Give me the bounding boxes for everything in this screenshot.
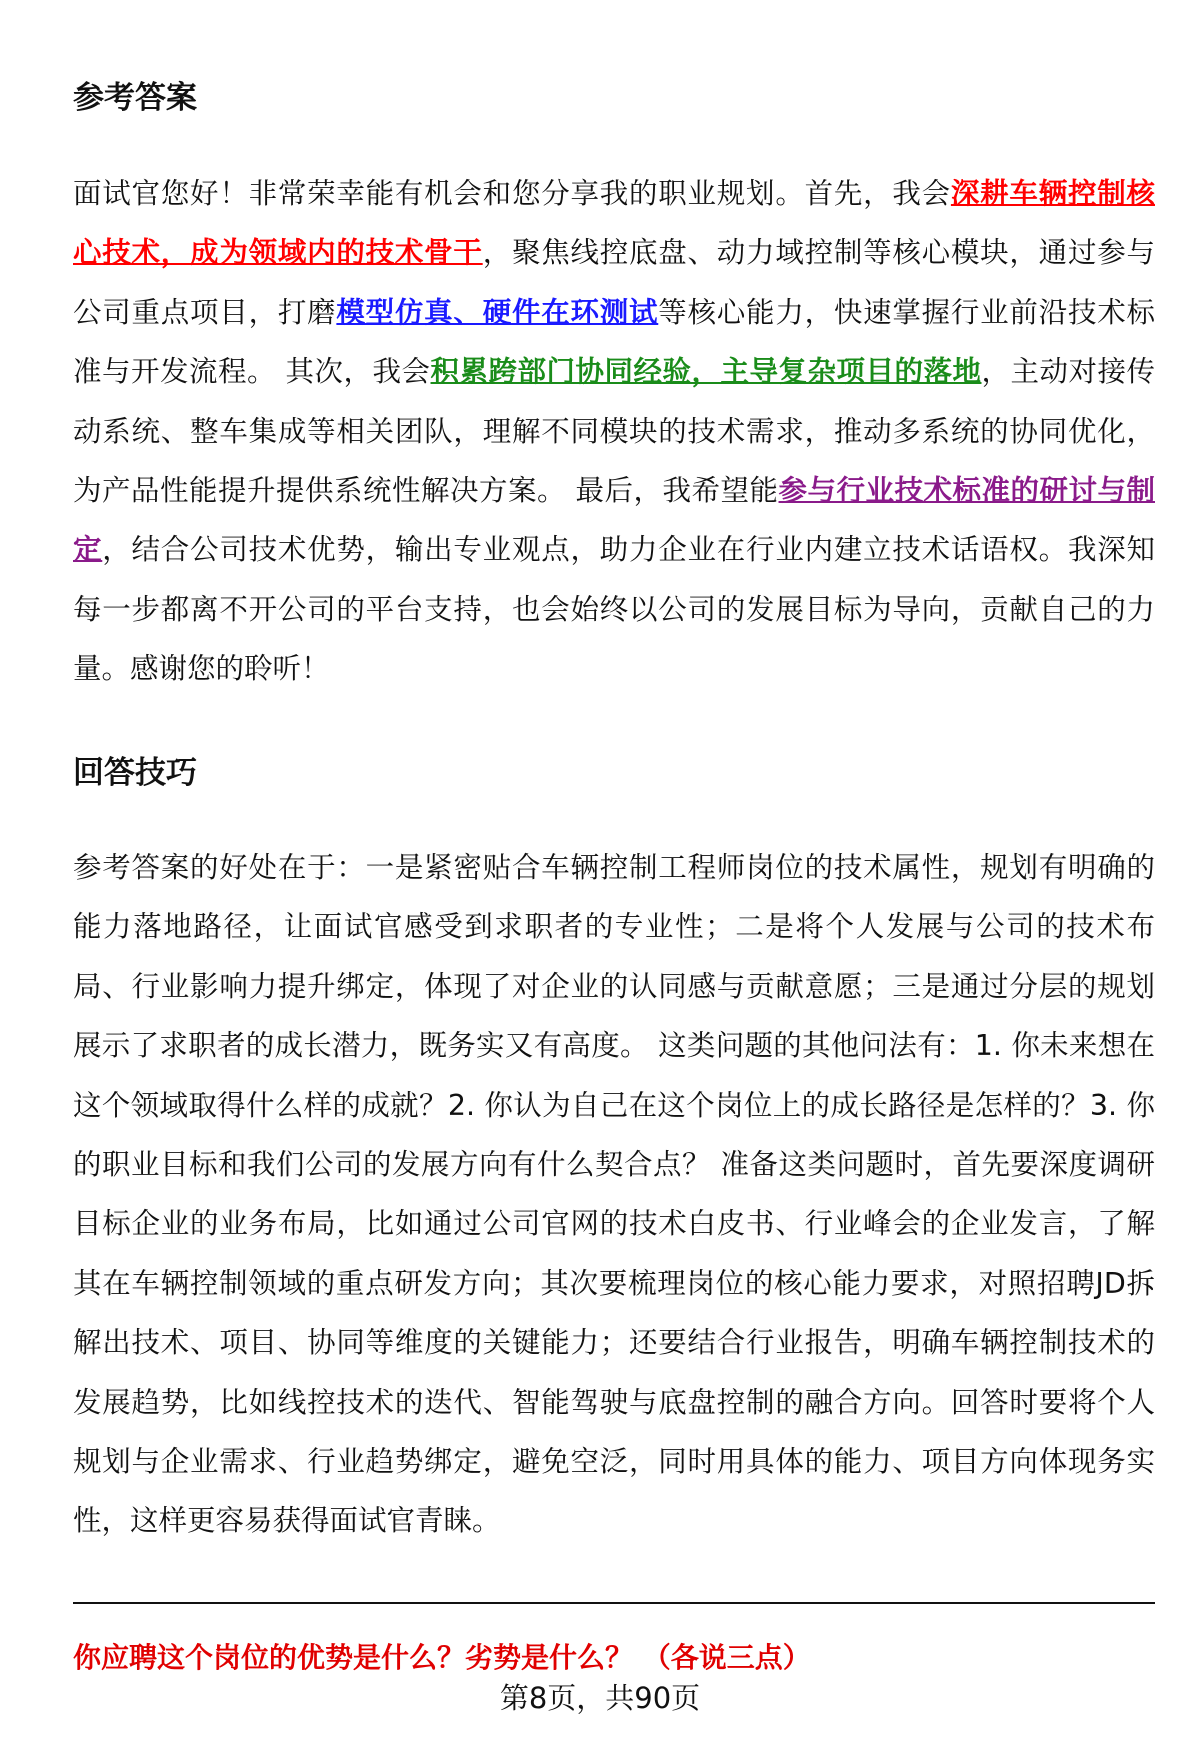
highlight-green: 积累跨部门协同经验，主导复杂项目的落地 (430, 355, 982, 389)
text-segment: ，主动对接传动系统、整车集成等相关团队，理解不同模块的技术需求，推动多系统的协同优化，为产品性能提升提供系统性解决方案。 最后，我希望能 (73, 355, 1155, 508)
section-title-reference-answer: 参考答案 (73, 80, 197, 116)
text-segment: 面试官您好！非常荣幸能有机会和您分享我的职业规划。首先，我会 (73, 177, 951, 210)
text-segment: ，结合公司技术优势，输出专业观点，助力企业在行业内建立技术话语权。我深知每一步都离不开公司的平台支持，也会始终以公司的发展目标为导向，贡献自己的力量。感谢您的聆听！ (73, 533, 1155, 686)
page-number: 第8页，共90页 (499, 1681, 701, 1715)
divider (73, 1602, 1155, 1604)
answer-tips-text: 参考答案的好处在于：一是紧密贴合车辆控制工程师岗位的技术属性，规划有明确的能力落地路径，让面试官感受到求职者的专业性；二是将个人发展与公司的技术布局、行业影响力提升绑定，体现了对企业的认同感与贡献意愿；三是通过分层的规划展示了求职者的成长潜力，既务实又有高度。 这类问题的其他问法有：1. 你未来想在这个领域取得什么样的成就？2. 你认为自己在这个岗位上的成长路径是怎样的？3. 你的职业目标和我们公司的发展方向有什么契合点？ 准备这类问题时，首先要深度调研目标企业的业务布局，比如通过公司官网的技术白皮书、行业峰会的企业发言，了解其在车辆控制领域的重点研发方向；其次要梳理岗位的核心能力要求，对照招聘JD拆解出技术、项目、协同等维度的关键能力；还要结合行业报告，明确车辆控制技术的发展趋势，比如线控技术的迭代、智能驾驶与底盘控制的融合方向。回答时要将个人规划与企业需求、行业趋势绑定，避免空泛，同时用具体的能力、项目方向体现务实性，这样更容易获得面试官青睐。 (73, 851, 1155, 1538)
highlight-red: 深耕车辆控制核心技术，成为领域内的技术骨干 (73, 177, 1155, 270)
highlight-purple: 参与行业技术标准的研讨与制定 (73, 474, 1155, 567)
reference-answer-text (73, 164, 1155, 699)
text-segment: ，聚焦线控底盘、动力域控制等核心模块，通过参与公司重点项目，打磨 (73, 236, 1155, 329)
section-title-answer-tips: 回答技巧 (73, 755, 197, 791)
text-segment: 等核心能力，快速掌握行业前沿技术标准与开发流程。 其次，我会 (73, 295, 1155, 389)
highlight-blue: 模型仿真、硬件在环测试 (336, 295, 659, 329)
next-question-title: 你应聘这个岗位的优势是什么？劣势是什么？ （各说三点） (73, 1641, 811, 1674)
